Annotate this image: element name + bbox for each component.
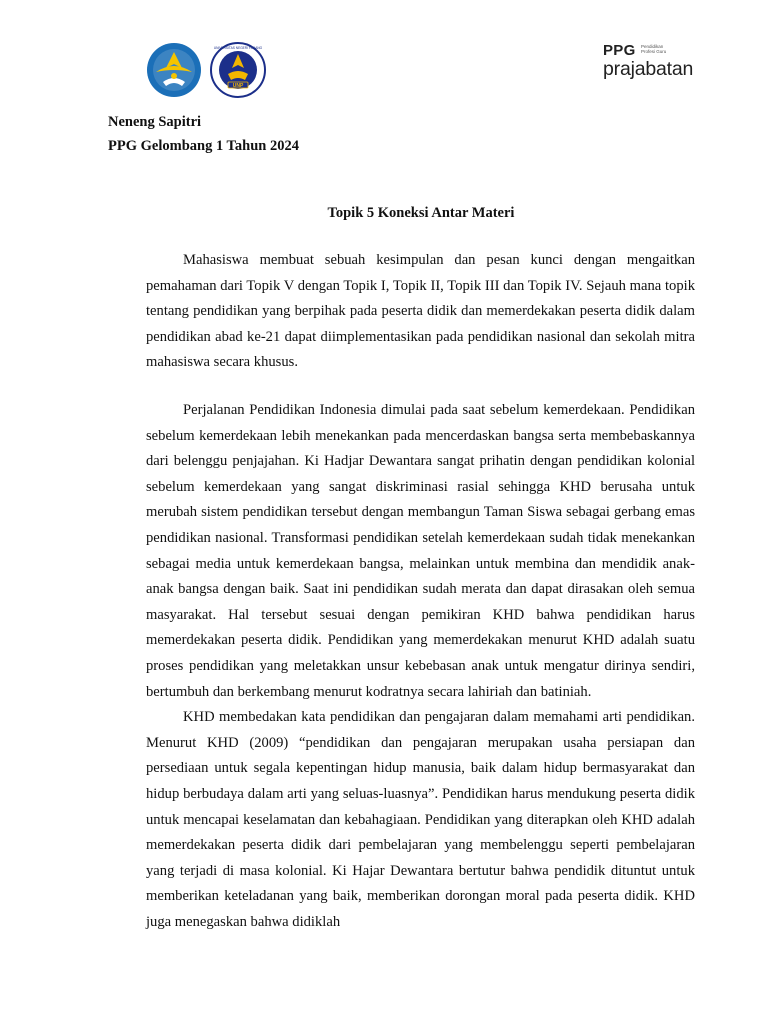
ppg-tagline: Pendidikan Profesi Guru [641, 44, 667, 54]
ppg-prajabatan-brand [603, 42, 723, 86]
paragraph: KHD membedakan kata pendidikan dan pengajaran dalam memahami arti pendidikan. Menurut KHD (2009) “pendidikan dan pengajaran merupakan usaha persiapan dan persediaan untuk segala kepentingan hidup manusia, baik dalam hidup bermasyarakat dan hidup berbudaya dalam arti yang seluas-luasnya”. Pendidikan harus mendukung peserta didik untuk mencapai keselamatan dan kebahagiaan. Pendidikan yang diterapkan oleh KHD adalah memerdekakan peserta didik dari pembelajaran yang membelenggu seperti pembelajaran yang terjadi di masa kolonial. Ki Hajar Dewantara bertutur bahwa pendidik dituntut untuk memberikan keteladanan yang baik, memberikan dorongan moral pada peserta didik. KHD juga menegaskan bahwa didiklah [146, 709, 695, 930]
unp-logo-ring-text: UNIVERSITAS NEGERI PADANG [213, 46, 263, 50]
body-section [146, 398, 695, 935]
tut-wuri-handayani-logo [146, 42, 202, 98]
header-logos [146, 42, 266, 98]
unp-logo-abbr: UNP [232, 83, 244, 89]
ppg-subtitle: prajabatan [603, 58, 694, 80]
unp-university-logo [210, 42, 266, 98]
intro-section [146, 248, 695, 376]
author-cohort: PPG Gelombang 1 Tahun 2024 [108, 138, 299, 154]
document-title: Topik 5 Koneksi Antar Materi [327, 205, 515, 221]
paragraph: Mahasiswa membuat sebuah kesimpulan dan pesan kunci dengan mengaitkan pemahaman dari Topik V dengan Topik I, Topik II, Topik III dan Topik IV. Sejauh mana topik tentang pendidikan yang berpihak pada peserta didik dan memerdekakan peserta didik dalam pendidikan abad ke-21 dapat diimplementasikan pada pendidikan nasional dan sekolah mitra mahasiswa secara khusus. [146, 252, 695, 371]
ppg-wordmark: PPG [603, 42, 636, 59]
paragraph: Perjalanan Pendidikan Indonesia dimulai pada saat sebelum kemerdekaan. Pendidikan sebelum kemerdekaan lebih menekankan pada mencerdaskan bangsa serta membebaskannya dari belenggu penjajahan. Ki Hadjar Dewantara sangat prihatin dengan pendidikan kolonial sebelum kemerdekaan yang sangat diskriminasi rasial sehingga KHD berusaha untuk merubah sistem pendidikan tersebut dengan membangun Taman Siswa sebagai gerbang emas pendidikan nasional. Transformasi pendidikan setelah kemerdekaan sudah tidak menekankan sebagai media untuk kemerdekaan bangsa, melainkan untuk membina dan mendidik anak- anak bangsa dengan baik. Saat ini pendidikan sudah merata dan dapat dirasakan oleh semua masyarakat. Hal tersebut sesuai dengan pemikiran KHD bahwa pendidikan harus memerdekakan peserta didik. Pendidikan yang memerdekakan menurut KHD adalah suatu proses pendidikan yang meletakkan unsur kebebasan anak untuk mengatur dirinya sendiri, bertumbuh dan berkembang menurut kodratnya secara lahiriah dan batiniah. [146, 402, 695, 700]
author-name: Neneng Sapitri [108, 114, 202, 130]
